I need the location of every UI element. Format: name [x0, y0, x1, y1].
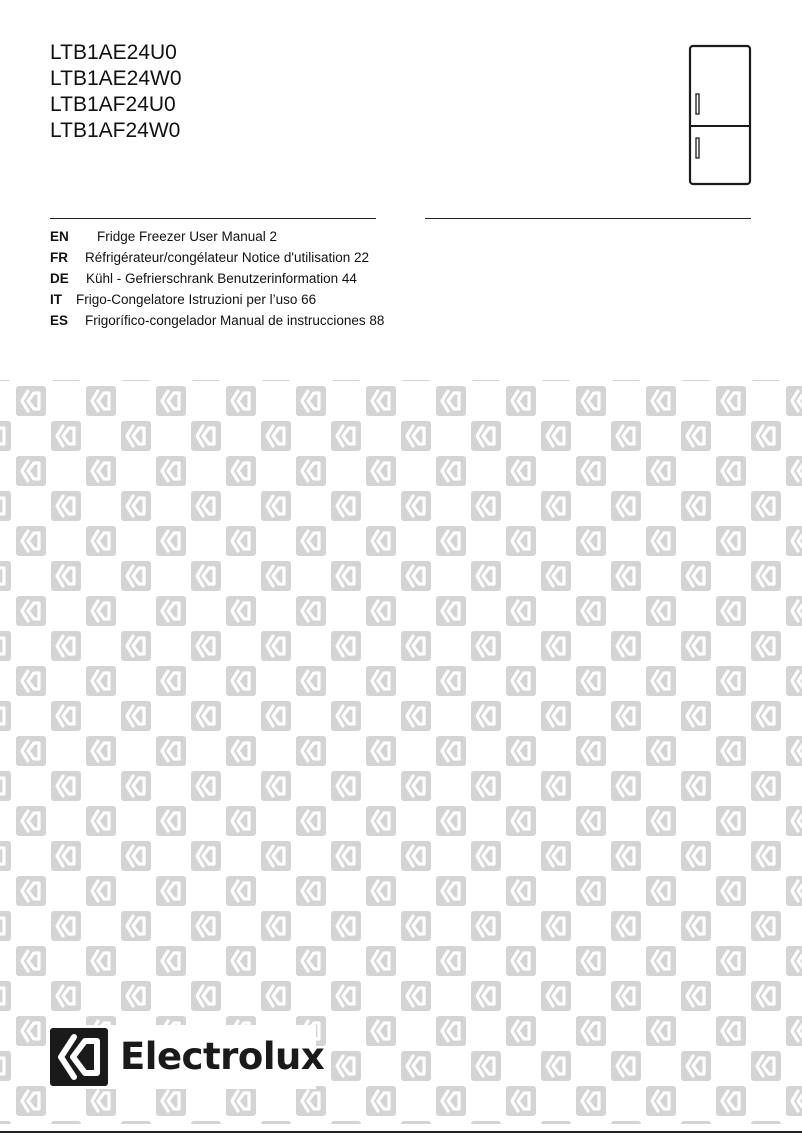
language-row-it: [50, 289, 384, 310]
brand-logo: [46, 1025, 325, 1089]
language-code: DE: [50, 271, 69, 286]
language-row-es: [50, 310, 384, 331]
language-code: ES: [50, 313, 69, 328]
footer-rule: [0, 1131, 802, 1133]
model-number: LTB1AF24U0: [50, 93, 176, 116]
model-list: [50, 40, 182, 144]
model-number: LTB1AF24W0: [50, 119, 181, 142]
language-row-de: [50, 268, 384, 289]
divider-right: [425, 218, 751, 219]
footer-area: [0, 1124, 802, 1136]
language-code: IT: [50, 292, 62, 307]
fridge-freezer-icon: [688, 44, 752, 188]
model-number: LTB1AE24W0: [50, 67, 182, 90]
language-title: Fridge Freezer User Manual 2: [97, 229, 278, 244]
language-title: Frigorífico-congelador Manual de instrucciones 88: [85, 313, 385, 328]
language-title: Kühl - Gefrierschrank Benutzerinformation 44: [86, 271, 357, 286]
language-title: Réfrigérateur/congélateur Notice d'utilisation 22: [85, 250, 369, 265]
logo-pattern-background: [0, 380, 802, 1124]
brand-name: Electrolux: [120, 1035, 325, 1078]
language-row-fr: [50, 247, 384, 268]
language-title: Frigo-Congelatore Istruzioni per l’uso 66: [76, 292, 317, 307]
language-code: EN: [50, 229, 69, 244]
model-number: LTB1AE24U0: [50, 41, 177, 64]
electrolux-logo-icon: [50, 1028, 108, 1086]
language-row-en: [50, 226, 384, 247]
language-list: [50, 226, 384, 331]
divider-left: [50, 218, 376, 219]
logo-pattern-icon: [0, 380, 802, 1124]
language-code: FR: [50, 250, 68, 265]
